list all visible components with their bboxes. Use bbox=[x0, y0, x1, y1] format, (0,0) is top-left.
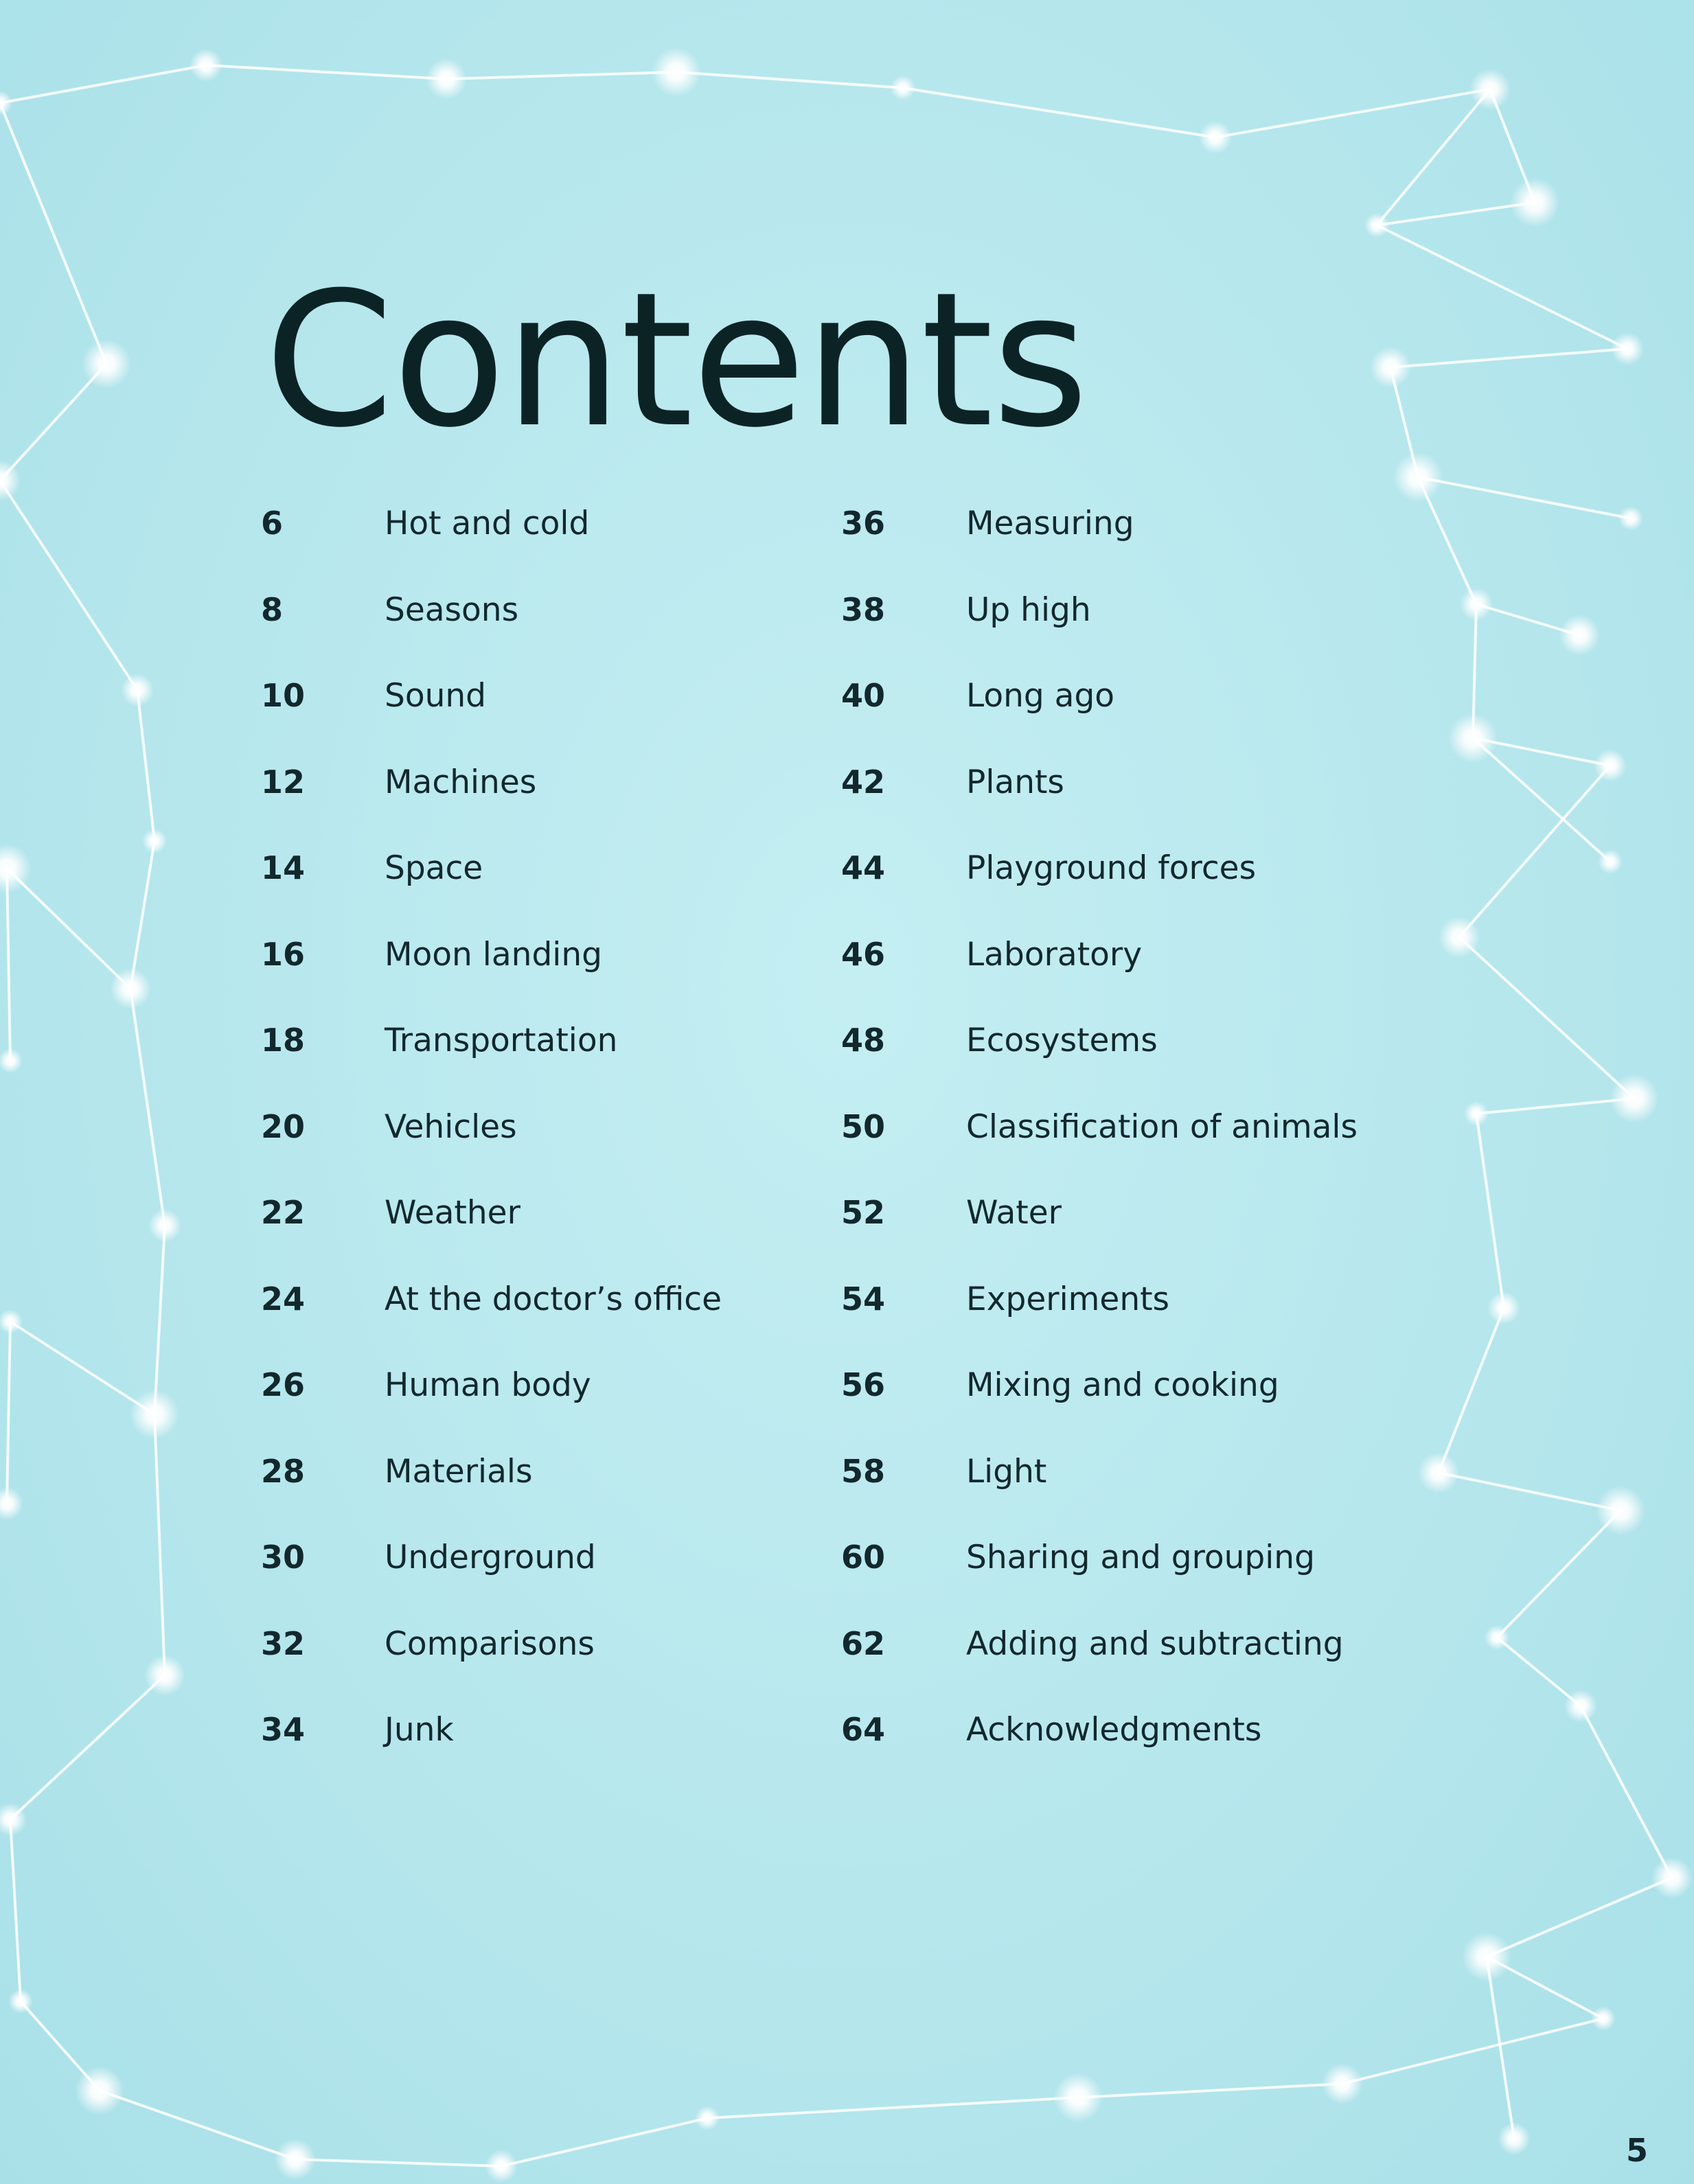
star-icon bbox=[0, 1487, 23, 1520]
toc-entry-title: Vehicles bbox=[385, 1107, 517, 1146]
constellation-line bbox=[0, 65, 206, 103]
star-icon bbox=[1598, 849, 1623, 874]
star-icon bbox=[1418, 1452, 1459, 1493]
toc-page-number: 8 bbox=[261, 590, 284, 628]
toc-page-number: 64 bbox=[841, 1711, 886, 1748]
constellation-line bbox=[130, 989, 165, 1226]
toc-page-number: 50 bbox=[841, 1107, 886, 1145]
star-icon bbox=[1559, 614, 1600, 656]
toc-entry-title: Sound bbox=[385, 677, 486, 715]
toc-entry-title: Experiments bbox=[966, 1280, 1170, 1318]
page-title: Contents bbox=[264, 252, 1088, 468]
constellation-line bbox=[0, 481, 137, 690]
toc-page-number: 14 bbox=[261, 849, 306, 886]
constellation-line bbox=[1377, 89, 1490, 225]
star-icon bbox=[0, 844, 32, 893]
star-icon bbox=[1610, 1074, 1659, 1123]
page-number: 5 bbox=[1626, 2132, 1649, 2169]
star-icon bbox=[485, 2150, 518, 2183]
star-icon bbox=[144, 1655, 185, 1696]
star-icon bbox=[82, 339, 131, 389]
toc-entry-title: Comparisons bbox=[385, 1624, 595, 1663]
toc-page-number: 12 bbox=[261, 763, 306, 801]
star-icon bbox=[1464, 1101, 1489, 1126]
toc-page-number: 36 bbox=[841, 505, 886, 542]
toc-page-number: 28 bbox=[261, 1452, 306, 1490]
star-icon bbox=[1460, 588, 1493, 621]
toc-page-number: 58 bbox=[841, 1452, 886, 1490]
star-icon bbox=[142, 829, 167, 853]
constellation-line bbox=[0, 103, 106, 364]
constellation-line bbox=[446, 72, 676, 79]
star-icon bbox=[130, 1390, 179, 1439]
constellation-line bbox=[1476, 1114, 1504, 1308]
toc-entry-title: Sharing and grouping bbox=[966, 1539, 1315, 1576]
constellation-line bbox=[137, 690, 154, 841]
star-icon bbox=[1594, 749, 1627, 782]
toc-entry-title: Seasons bbox=[385, 590, 519, 629]
constellation-line bbox=[1581, 1706, 1672, 1878]
star-icon bbox=[0, 1309, 23, 1334]
star-icon bbox=[891, 76, 915, 100]
toc-entry-title: Ecosystems bbox=[966, 1022, 1158, 1059]
toc-page-number: 32 bbox=[261, 1624, 306, 1662]
toc-entry-title: Water bbox=[966, 1194, 1062, 1232]
toc-entry-title: Playground forces bbox=[966, 849, 1257, 887]
toc-page-number: 40 bbox=[841, 677, 886, 714]
star-icon bbox=[1448, 713, 1498, 763]
toc-page-number: 10 bbox=[261, 677, 306, 714]
star-icon bbox=[1498, 2122, 1531, 2155]
star-icon bbox=[0, 1048, 23, 1073]
constellation-line bbox=[707, 2097, 1078, 2118]
toc-entry-title: Materials bbox=[385, 1452, 533, 1491]
constellation-line bbox=[7, 869, 130, 989]
toc-page-number: 22 bbox=[261, 1194, 306, 1231]
star-icon bbox=[1618, 506, 1643, 531]
toc-page-number: 18 bbox=[261, 1022, 306, 1059]
constellation-line bbox=[154, 1414, 165, 1675]
constellation-line bbox=[1459, 766, 1610, 937]
toc-entry-title: Plants bbox=[966, 763, 1064, 801]
star-icon bbox=[1596, 1486, 1645, 1535]
constellation-line bbox=[1418, 477, 1631, 518]
constellation-line bbox=[1390, 349, 1627, 367]
toc-page-number: 20 bbox=[261, 1107, 306, 1145]
star-icon bbox=[1564, 1690, 1597, 1723]
star-icon bbox=[652, 47, 701, 97]
constellation-line bbox=[1377, 225, 1627, 349]
star-icon bbox=[275, 2139, 316, 2180]
toc-entry-title: Space bbox=[385, 849, 483, 887]
constellation-line bbox=[1439, 1308, 1504, 1473]
toc-entry-title: Classification of animals bbox=[966, 1107, 1358, 1146]
toc-page-number: 38 bbox=[841, 590, 886, 628]
toc-page-number: 60 bbox=[841, 1539, 886, 1576]
toc-entry-title: Transportation bbox=[385, 1022, 618, 1059]
star-icon bbox=[1370, 347, 1411, 388]
star-icon bbox=[110, 968, 151, 1009]
toc-entry-title: Light bbox=[966, 1452, 1047, 1491]
toc-page-number: 54 bbox=[841, 1280, 886, 1318]
star-icon bbox=[75, 2066, 124, 2115]
star-icon bbox=[1487, 1291, 1520, 1324]
constellation-line bbox=[10, 1675, 165, 1819]
toc-page-number: 6 bbox=[261, 505, 284, 542]
star-icon bbox=[1485, 1625, 1509, 1650]
toc-entry-title: Moon landing bbox=[385, 935, 602, 974]
toc-entry-title: At the doctor’s office bbox=[385, 1280, 722, 1318]
constellation-line bbox=[676, 72, 903, 88]
star-icon bbox=[426, 58, 467, 100]
constellation-line bbox=[295, 2159, 501, 2166]
star-icon bbox=[148, 1209, 181, 1242]
constellation-line bbox=[10, 1322, 154, 1414]
toc-page-number: 46 bbox=[841, 935, 886, 973]
toc-entry-title: Up high bbox=[966, 590, 1091, 629]
toc-entry-title: Hot and cold bbox=[385, 505, 590, 542]
constellation-line bbox=[100, 2091, 295, 2159]
constellation-line bbox=[206, 65, 446, 79]
constellation-line bbox=[10, 1819, 21, 2001]
toc-entry-title: Measuring bbox=[966, 505, 1134, 542]
constellation-line bbox=[1459, 937, 1634, 1099]
star-icon bbox=[1322, 2063, 1363, 2104]
star-icon bbox=[1462, 1932, 1511, 1981]
star-icon bbox=[8, 1989, 33, 2014]
toc-page-number: 56 bbox=[841, 1366, 886, 1403]
toc-entry-title: Machines bbox=[385, 763, 537, 801]
constellation-line bbox=[1078, 2084, 1342, 2097]
toc-entry-title: Long ago bbox=[966, 677, 1115, 715]
star-icon bbox=[1199, 121, 1232, 154]
toc-entry-title: Junk bbox=[385, 1711, 454, 1749]
toc-entry-title: Human body bbox=[385, 1366, 591, 1404]
constellation-line bbox=[154, 1226, 165, 1414]
star-icon bbox=[1469, 69, 1511, 110]
constellation-line bbox=[1497, 1510, 1621, 1637]
toc-page-number: 42 bbox=[841, 763, 886, 801]
constellation-line bbox=[501, 2118, 707, 2166]
toc-page-number: 48 bbox=[841, 1022, 886, 1059]
star-icon bbox=[121, 674, 154, 706]
star-icon bbox=[1591, 2006, 1616, 2031]
toc-page-number: 34 bbox=[261, 1711, 306, 1748]
star-icon bbox=[0, 91, 12, 115]
constellation-line bbox=[903, 88, 1215, 137]
constellation-line bbox=[7, 1322, 10, 1504]
toc-page-number: 16 bbox=[261, 935, 306, 973]
star-icon bbox=[1651, 1857, 1693, 1898]
star-icon bbox=[1439, 917, 1480, 958]
star-icon bbox=[190, 49, 222, 82]
toc-entry-title: Adding and subtracting bbox=[966, 1624, 1344, 1663]
toc-entry-title: Laboratory bbox=[966, 935, 1143, 974]
star-icon bbox=[1510, 178, 1559, 227]
constellation-line bbox=[7, 869, 10, 1061]
constellation-line bbox=[130, 841, 154, 989]
star-icon bbox=[695, 2106, 720, 2130]
star-icon bbox=[1393, 452, 1443, 502]
toc-page-number: 44 bbox=[841, 849, 886, 886]
toc-page-number: 24 bbox=[261, 1280, 306, 1318]
toc-entry-title: Acknowledgments bbox=[966, 1711, 1262, 1749]
toc-entry-title: Underground bbox=[385, 1539, 596, 1576]
toc-page-number: 26 bbox=[261, 1366, 306, 1403]
toc-entry-title: Weather bbox=[385, 1194, 520, 1232]
star-icon bbox=[1053, 2073, 1103, 2122]
toc-page-number: 62 bbox=[841, 1624, 886, 1662]
constellation-line bbox=[1215, 89, 1490, 137]
constellation-line bbox=[1439, 1473, 1621, 1510]
constellation-line bbox=[1487, 1878, 1672, 1957]
toc-page-number: 52 bbox=[841, 1194, 886, 1231]
toc-page-number: 30 bbox=[261, 1539, 306, 1576]
star-icon bbox=[1611, 332, 1644, 365]
toc-entry-title: Mixing and cooking bbox=[966, 1366, 1279, 1404]
constellation-line bbox=[1342, 2019, 1603, 2084]
star-icon bbox=[0, 460, 21, 501]
star-icon bbox=[1364, 213, 1389, 238]
